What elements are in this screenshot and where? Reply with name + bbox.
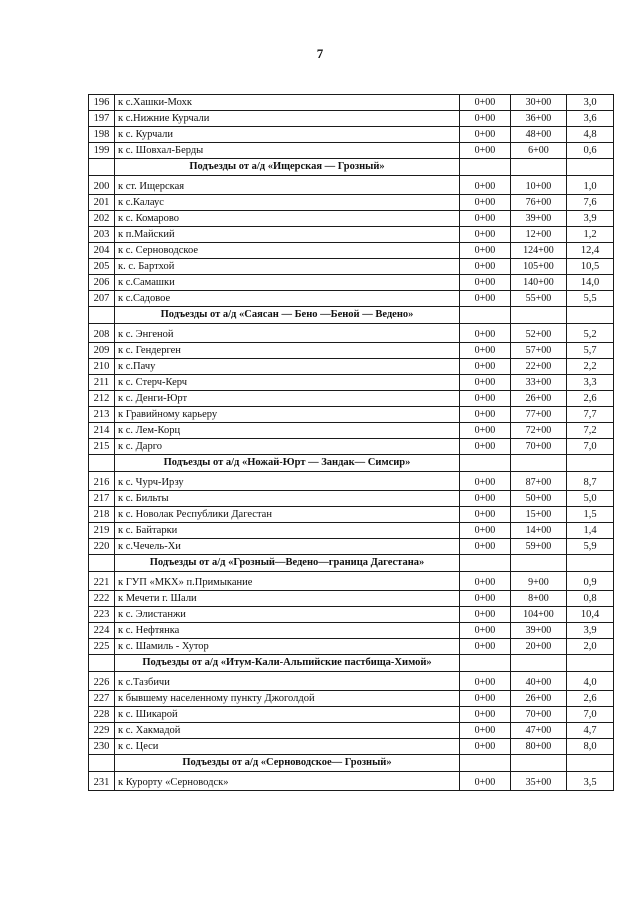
section-start-cell (460, 455, 511, 472)
row-number: 202 (89, 211, 115, 227)
start-km: 0+00 (460, 391, 511, 407)
row-number: 220 (89, 539, 115, 555)
length-km: 1,0 (567, 176, 614, 195)
end-km: 36+00 (511, 111, 567, 127)
section-start-cell (460, 755, 511, 772)
road-name: к с.Садовое (115, 291, 460, 307)
end-km: 35+00 (511, 772, 567, 791)
length-km: 2,2 (567, 359, 614, 375)
length-km: 5,7 (567, 343, 614, 359)
table-row (89, 343, 614, 359)
road-name: к Курорту «Серноводск» (115, 772, 460, 791)
table-row (89, 539, 614, 555)
start-km: 0+00 (460, 723, 511, 739)
end-km: 12+00 (511, 227, 567, 243)
section-end-cell (511, 455, 567, 472)
table-row (89, 375, 614, 391)
table-row (89, 739, 614, 755)
row-number: 209 (89, 343, 115, 359)
table-row (89, 491, 614, 507)
row-number: 221 (89, 572, 115, 591)
start-km: 0+00 (460, 195, 511, 211)
section-number-cell (89, 307, 115, 324)
length-km: 4,8 (567, 127, 614, 143)
length-km: 1,4 (567, 523, 614, 539)
start-km: 0+00 (460, 111, 511, 127)
end-km: 105+00 (511, 259, 567, 275)
row-number: 216 (89, 472, 115, 491)
section-length-cell (567, 307, 614, 324)
start-km: 0+00 (460, 343, 511, 359)
table-row (89, 423, 614, 439)
table-row (89, 111, 614, 127)
row-number: 205 (89, 259, 115, 275)
end-km: 55+00 (511, 291, 567, 307)
section-length-cell (567, 655, 614, 672)
row-number: 206 (89, 275, 115, 291)
table-row (89, 291, 614, 307)
row-number: 201 (89, 195, 115, 211)
length-km: 7,0 (567, 439, 614, 455)
table-row (89, 324, 614, 343)
row-number: 211 (89, 375, 115, 391)
end-km: 47+00 (511, 723, 567, 739)
row-number: 227 (89, 691, 115, 707)
section-number-cell (89, 159, 115, 176)
table-row (89, 439, 614, 455)
row-number: 215 (89, 439, 115, 455)
length-km: 8,0 (567, 739, 614, 755)
length-km: 7,2 (567, 423, 614, 439)
road-name: к с. Чурч-Ирзу (115, 472, 460, 491)
section-length-cell (567, 455, 614, 472)
section-number-cell (89, 755, 115, 772)
table-row (89, 127, 614, 143)
table-row (89, 243, 614, 259)
road-name: к с. Серноводское (115, 243, 460, 259)
road-name: к с. Шикарой (115, 707, 460, 723)
road-name: к с.Калаус (115, 195, 460, 211)
road-name: к Мечети г. Шали (115, 591, 460, 607)
start-km: 0+00 (460, 227, 511, 243)
road-name: к с. Денги-Юрт (115, 391, 460, 407)
road-name: к с. Цеси (115, 739, 460, 755)
road-name: к с. Комарово (115, 211, 460, 227)
end-km: 9+00 (511, 572, 567, 591)
start-km: 0+00 (460, 507, 511, 523)
start-km: 0+00 (460, 739, 511, 755)
table-row (89, 607, 614, 623)
row-number: 213 (89, 407, 115, 423)
end-km: 70+00 (511, 439, 567, 455)
row-number: 212 (89, 391, 115, 407)
start-km: 0+00 (460, 491, 511, 507)
section-start-cell (460, 159, 511, 176)
section-title: Подъезды от а/д «Ищерская — Грозный» (115, 159, 460, 176)
road-name: к с.Нижние Курчали (115, 111, 460, 127)
section-header-row (89, 455, 614, 472)
road-name: к ст. Ищерская (115, 176, 460, 195)
row-number: 196 (89, 95, 115, 111)
section-end-cell (511, 307, 567, 324)
end-km: 20+00 (511, 639, 567, 655)
length-km: 7,7 (567, 407, 614, 423)
section-header-row (89, 555, 614, 572)
table-row (89, 359, 614, 375)
start-km: 0+00 (460, 472, 511, 491)
end-km: 6+00 (511, 143, 567, 159)
length-km: 14,0 (567, 275, 614, 291)
length-km: 3,0 (567, 95, 614, 111)
start-km: 0+00 (460, 211, 511, 227)
section-header-row (89, 159, 614, 176)
road-name: к с. Новолак Республики Дагестан (115, 507, 460, 523)
length-km: 5,9 (567, 539, 614, 555)
length-km: 0,6 (567, 143, 614, 159)
start-km: 0+00 (460, 423, 511, 439)
start-km: 0+00 (460, 691, 511, 707)
table-row (89, 591, 614, 607)
table-row (89, 472, 614, 491)
table-row (89, 707, 614, 723)
start-km: 0+00 (460, 572, 511, 591)
row-number: 226 (89, 672, 115, 691)
section-start-cell (460, 655, 511, 672)
section-title: Подъезды от а/д «Ножай-Юрт — Зандак— Симсир» (115, 455, 460, 472)
end-km: 59+00 (511, 539, 567, 555)
road-name: к Гравийному карьеру (115, 407, 460, 423)
start-km: 0+00 (460, 243, 511, 259)
section-title: Подъезды от а/д «Саясан — Бено —Беной — Ведено» (115, 307, 460, 324)
road-name: к с. Энгеной (115, 324, 460, 343)
length-km: 10,4 (567, 607, 614, 623)
road-name: к п.Майский (115, 227, 460, 243)
length-km: 2,6 (567, 391, 614, 407)
end-km: 39+00 (511, 623, 567, 639)
road-name: к с. Хакмадой (115, 723, 460, 739)
length-km: 5,0 (567, 491, 614, 507)
road-name: к с. Курчали (115, 127, 460, 143)
end-km: 30+00 (511, 95, 567, 111)
length-km: 10,5 (567, 259, 614, 275)
table-row (89, 523, 614, 539)
road-name: к с. Элистанжи (115, 607, 460, 623)
road-name: к с. Дарго (115, 439, 460, 455)
start-km: 0+00 (460, 176, 511, 195)
length-km: 0,9 (567, 572, 614, 591)
end-km: 40+00 (511, 672, 567, 691)
row-number: 197 (89, 111, 115, 127)
section-title: Подъезды от а/д «Грозный—Ведено—граница Дагестана» (115, 555, 460, 572)
section-header-row (89, 655, 614, 672)
start-km: 0+00 (460, 275, 511, 291)
end-km: 140+00 (511, 275, 567, 291)
end-km: 124+00 (511, 243, 567, 259)
section-start-cell (460, 307, 511, 324)
start-km: 0+00 (460, 324, 511, 343)
end-km: 26+00 (511, 691, 567, 707)
row-number: 230 (89, 739, 115, 755)
section-number-cell (89, 455, 115, 472)
length-km: 3,9 (567, 211, 614, 227)
length-km: 12,4 (567, 243, 614, 259)
section-end-cell (511, 755, 567, 772)
length-km: 1,5 (567, 507, 614, 523)
end-km: 15+00 (511, 507, 567, 523)
row-number: 198 (89, 127, 115, 143)
row-number: 228 (89, 707, 115, 723)
end-km: 8+00 (511, 591, 567, 607)
section-title: Подъезды от а/д «Серноводское— Грозный» (115, 755, 460, 772)
length-km: 8,7 (567, 472, 614, 491)
length-km: 7,0 (567, 707, 614, 723)
row-number: 222 (89, 591, 115, 607)
row-number: 225 (89, 639, 115, 655)
start-km: 0+00 (460, 772, 511, 791)
start-km: 0+00 (460, 375, 511, 391)
end-km: 72+00 (511, 423, 567, 439)
section-length-cell (567, 555, 614, 572)
section-end-cell (511, 555, 567, 572)
row-number: 229 (89, 723, 115, 739)
end-km: 52+00 (511, 324, 567, 343)
end-km: 70+00 (511, 707, 567, 723)
access-roads-table-body (89, 95, 614, 791)
row-number: 204 (89, 243, 115, 259)
end-km: 26+00 (511, 391, 567, 407)
end-km: 80+00 (511, 739, 567, 755)
table-row (89, 227, 614, 243)
length-km: 0,8 (567, 591, 614, 607)
end-km: 77+00 (511, 407, 567, 423)
start-km: 0+00 (460, 623, 511, 639)
length-km: 2,6 (567, 691, 614, 707)
start-km: 0+00 (460, 607, 511, 623)
road-name: к с.Самашки (115, 275, 460, 291)
section-length-cell (567, 159, 614, 176)
length-km: 5,5 (567, 291, 614, 307)
start-km: 0+00 (460, 539, 511, 555)
length-km: 2,0 (567, 639, 614, 655)
start-km: 0+00 (460, 439, 511, 455)
road-name: к ГУП «МКХ» п.Примыкание (115, 572, 460, 591)
road-name: к с. Лем-Корц (115, 423, 460, 439)
end-km: 33+00 (511, 375, 567, 391)
road-name: к с. Бильты (115, 491, 460, 507)
road-name: к с. Гендерген (115, 343, 460, 359)
row-number: 214 (89, 423, 115, 439)
length-km: 4,0 (567, 672, 614, 691)
length-km: 3,5 (567, 772, 614, 791)
section-header-row (89, 307, 614, 324)
row-number: 199 (89, 143, 115, 159)
end-km: 76+00 (511, 195, 567, 211)
section-number-cell (89, 555, 115, 572)
length-km: 3,6 (567, 111, 614, 127)
page-number: 7 (316, 46, 324, 61)
end-km: 87+00 (511, 472, 567, 491)
road-name: к с. Байтарки (115, 523, 460, 539)
table-row (89, 623, 614, 639)
row-number: 203 (89, 227, 115, 243)
row-number: 219 (89, 523, 115, 539)
start-km: 0+00 (460, 591, 511, 607)
road-name: к бывшему населенному пункту Джоголдой (115, 691, 460, 707)
end-km: 48+00 (511, 127, 567, 143)
road-name: к с. Шовхал-Берды (115, 143, 460, 159)
start-km: 0+00 (460, 407, 511, 423)
length-km: 3,9 (567, 623, 614, 639)
row-number: 217 (89, 491, 115, 507)
table-row (89, 507, 614, 523)
section-title: Подъезды от а/д «Итум-Кали-Альпийские пастбища-Химой» (115, 655, 460, 672)
end-km: 22+00 (511, 359, 567, 375)
end-km: 10+00 (511, 176, 567, 195)
section-number-cell (89, 655, 115, 672)
table-row (89, 391, 614, 407)
row-number: 207 (89, 291, 115, 307)
table-row (89, 176, 614, 195)
length-km: 4,7 (567, 723, 614, 739)
section-end-cell (511, 655, 567, 672)
road-name: к с.Хашки-Мохк (115, 95, 460, 111)
row-number: 200 (89, 176, 115, 195)
road-name: к. с. Бартхой (115, 259, 460, 275)
road-name: к с.Чечель-Хи (115, 539, 460, 555)
row-number: 210 (89, 359, 115, 375)
table-row (89, 723, 614, 739)
start-km: 0+00 (460, 259, 511, 275)
road-name: к с. Нефтянка (115, 623, 460, 639)
road-name: к с. Шамиль - Хутор (115, 639, 460, 655)
road-name: к с.Пачу (115, 359, 460, 375)
row-number: 218 (89, 507, 115, 523)
table-row (89, 143, 614, 159)
table-row (89, 772, 614, 791)
table-row (89, 95, 614, 111)
access-roads-table (88, 94, 614, 791)
length-km: 5,2 (567, 324, 614, 343)
start-km: 0+00 (460, 523, 511, 539)
start-km: 0+00 (460, 359, 511, 375)
row-number: 223 (89, 607, 115, 623)
table-row (89, 639, 614, 655)
start-km: 0+00 (460, 127, 511, 143)
start-km: 0+00 (460, 707, 511, 723)
start-km: 0+00 (460, 95, 511, 111)
section-header-row (89, 755, 614, 772)
table-row (89, 672, 614, 691)
end-km: 14+00 (511, 523, 567, 539)
start-km: 0+00 (460, 639, 511, 655)
section-end-cell (511, 159, 567, 176)
end-km: 104+00 (511, 607, 567, 623)
road-name: к с. Стерч-Керч (115, 375, 460, 391)
start-km: 0+00 (460, 291, 511, 307)
row-number: 224 (89, 623, 115, 639)
start-km: 0+00 (460, 143, 511, 159)
length-km: 7,6 (567, 195, 614, 211)
table-row (89, 407, 614, 423)
end-km: 57+00 (511, 343, 567, 359)
length-km: 1,2 (567, 227, 614, 243)
section-length-cell (567, 755, 614, 772)
table-row (89, 691, 614, 707)
row-number: 208 (89, 324, 115, 343)
road-name: к с.Тазбичи (115, 672, 460, 691)
table-row (89, 195, 614, 211)
end-km: 50+00 (511, 491, 567, 507)
end-km: 39+00 (511, 211, 567, 227)
table-row (89, 572, 614, 591)
table-row (89, 211, 614, 227)
length-km: 3,3 (567, 375, 614, 391)
start-km: 0+00 (460, 672, 511, 691)
row-number: 231 (89, 772, 115, 791)
section-start-cell (460, 555, 511, 572)
table-row (89, 259, 614, 275)
table-row (89, 275, 614, 291)
